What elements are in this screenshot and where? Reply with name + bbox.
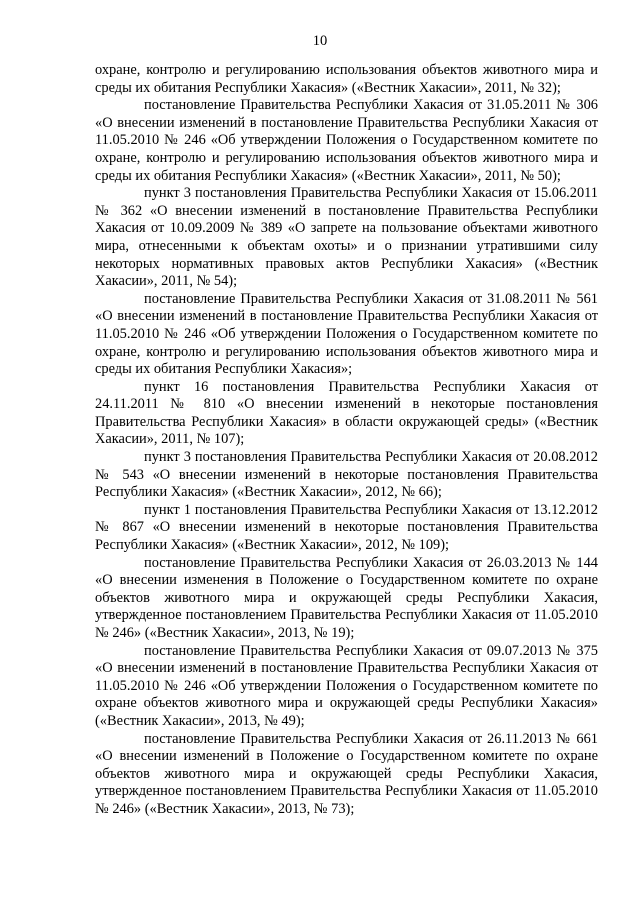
paragraph: пункт 16 постановления Правительства Республики Хакасия от 24.11.2011 № 810 «О внесении изменений в некоторые постановления Правительства Республики Хакасия» в области окружающей среды» («Вестник Хакасии», 2011, № 107);	[95, 378, 598, 448]
paragraph: постановление Правительства Республики Хакасия от 09.07.2013 № 375 «О внесении изменений в постановление Правительства Республики Хакасия от 11.05.2010 № 246 «Об утверждении Положения о Государственном комитете по охране объектов животного мира и окружающей среды Республики Хакасия» («Вестник Хакасии», 2013, № 49);	[95, 642, 598, 729]
paragraph: пункт 3 постановления Правительства Республики Хакасия от 15.06.2011 № 362 «О внесении изменений в постановление Правительства Республики Хакасия от 10.09.2009 № 389 «О запрете на пользование объектами животного мира, отнесенными к объектам охоты» и о признании утратившими силу некоторых нормативных правовых актов Республики Хакасия» («Вестник Хакасии», 2011, № 54);	[95, 185, 598, 290]
paragraph: постановление Правительства Республики Хакасия от 31.08.2011 № 561 «О внесении изменений в постановление Правительства Республики Хакасия от 11.05.2010 № 246 «Об утверждении Положения о Государственном комитете по охране, контролю и регулированию использования объектов животного мира и среды их обитания Республики Хакасия»;	[95, 290, 598, 378]
paragraph: пункт 1 постановления Правительства Республики Хакасия от 13.12.2012 № 867 «О внесении изменений в некоторые постановления Правительства Республики Хакасия» («Вестник Хакасии», 2012, № 109);	[95, 501, 598, 554]
paragraph-continuation: охране, контролю и регулированию использования объектов животного мира и среды их обитания Республики Хакасия» («Вестник Хакасии», 2011, № 32);	[95, 62, 598, 96]
document-body	[95, 62, 598, 819]
paragraph: постановление Правительства Республики Хакасия от 26.03.2013 № 144 «О внесении изменения в Положение о Государственном комитете по охране объектов животного мира и окружающей среды Республики Хакасия, утвержденное постановлением Правительства Республики Хакасия от 11.05.2010 № 246» («Вестник Хакасии», 2013, № 19);	[95, 554, 598, 641]
paragraph: пункт 3 постановления Правительства Республики Хакасия от 20.08.2012 № 543 «О внесении изменений в некоторые постановления Правительства Республики Хакасия» («Вестник Хакасии», 2012, № 66);	[95, 449, 598, 501]
page-number: 10	[312, 33, 328, 49]
paragraph: постановление Правительства Республики Хакасия от 26.11.2013 № 661 «О внесении изменений в Положение о Государственном комитете по охране объектов животного мира и окружающей среды Республики Хакасия, утвержденное постановлением Правительства Республики Хакасия от 11.05.2010 № 246» («Вестник Хакасии», 2013, № 73);	[95, 730, 598, 817]
paragraph: постановление Правительства Республики Хакасия от 31.05.2011 № 306 «О внесении изменений в постановление Правительства Республики Хакасия от 11.05.2010 № 246 «Об утверждении Положения о Государственном комитете по охране, контролю и регулированию использования объектов животного мира и среды их обитания Республики Хакасия» («Вестник Хакасии», 2011, № 50);	[95, 97, 598, 184]
